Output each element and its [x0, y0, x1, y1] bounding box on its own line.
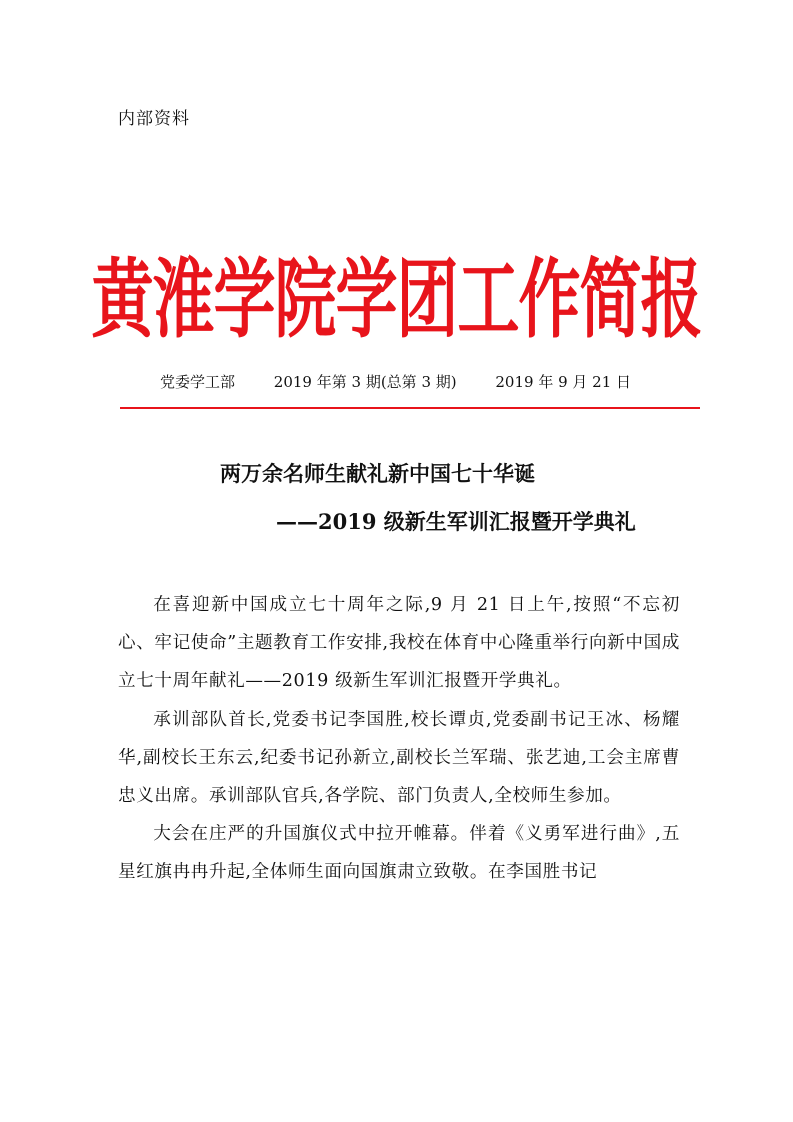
masthead-divider — [120, 407, 700, 409]
article-body — [118, 586, 680, 892]
issue-date: 2019 年 9 月 21 日 — [495, 373, 632, 391]
article-subtitle: ——2019 级新生军训汇报暨开学典礼 — [276, 509, 636, 534]
masthead-title: 黄淮学院学团工作简报 — [91, 249, 702, 350]
classification-label: 内部资料 — [118, 109, 190, 129]
issue-number: 2019 年第 3 期(总第 3 期) — [273, 373, 457, 391]
issue-line — [160, 371, 680, 392]
article-paragraph-2: 承训部队首长,党委书记李国胜,校长谭贞,党委副书记王冰、杨耀华,副校长王东云,纪委书记孙新立,副校长兰军瑞、张艺迪,工会主席曹忠义出席。承训部队官兵,各学院、部门负责人,全校师生参加。 — [118, 709, 680, 807]
article-title: 两万余名师生献礼新中国七十华诞 — [220, 461, 535, 486]
article-paragraph-1: 在喜迎新中国成立七十周年之际,9 月 21 日上午,按照“不忘初心、牢记使命”主题教育工作安排,我校在体育中心隆重举行向新中国成立七十周年献礼——2019 级新生军训汇报暨开学典礼。 — [118, 595, 680, 692]
issue-department: 党委学工部 — [160, 373, 236, 391]
article-paragraph-3: 大会在庄严的升国旗仪式中拉开帷幕。伴着《义勇军进行曲》,五星红旗冉冉升起,全体师生面向国旗肃立致敬。在李国胜书记 — [118, 824, 680, 883]
